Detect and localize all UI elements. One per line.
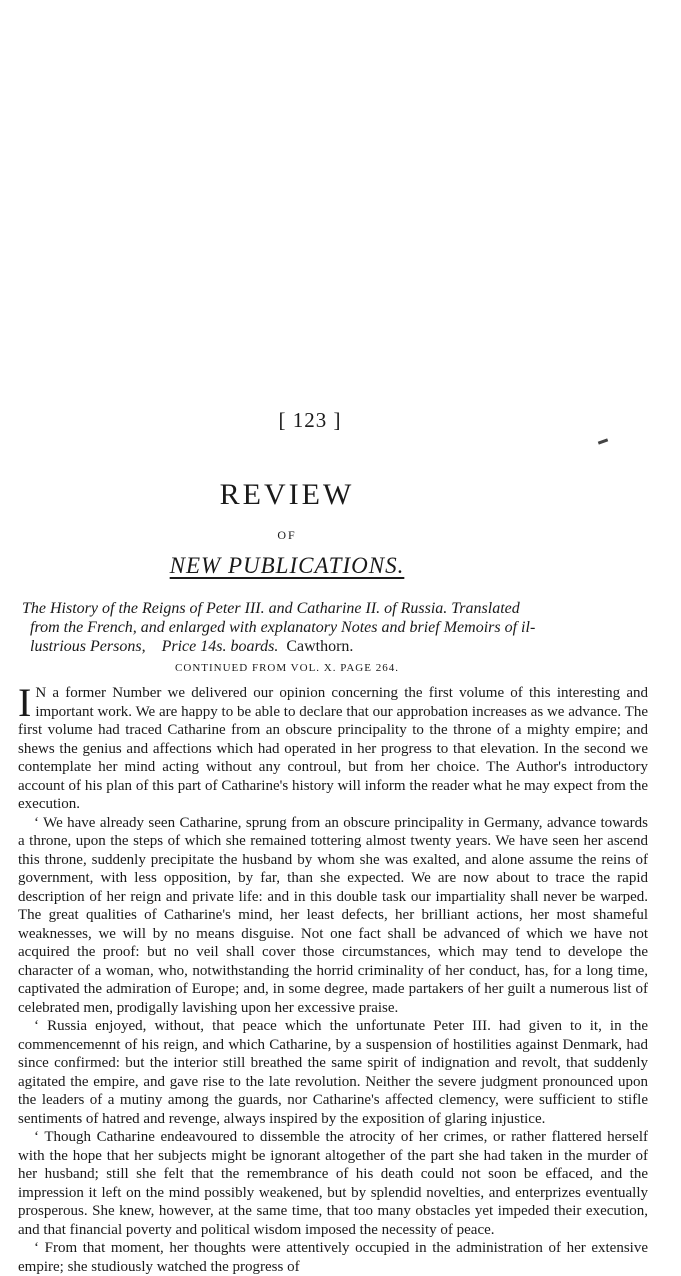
book-citation bbox=[22, 599, 662, 656]
page-title: REVIEW bbox=[219, 478, 355, 511]
ink-mark bbox=[598, 438, 608, 444]
section-subtitle: NEW PUBLICATIONS. bbox=[169, 553, 405, 578]
title-of: OF bbox=[277, 528, 297, 542]
book-persons: lustrious Persons, bbox=[30, 638, 146, 655]
page-number: [ 123 ] bbox=[278, 408, 342, 432]
book-price: Price 14s. boards. bbox=[161, 638, 279, 655]
book-publisher: Cawthorn. bbox=[286, 638, 354, 655]
article-body bbox=[18, 680, 648, 1276]
paragraph-1-text: N a former Number we delivered our opinion concerning the first volume of this interesting and important work. We are happy to be able to declare that our approbation increases as we advance. The first volume had traced Catharine from an obscure principality to the throne of a mighty empire; and shews the genius and affections which had operated in her progress to that elevation. In the second we contemplate her mind acting without any controul, but from her choice. The Author's introductory account of his plan of this part of Catharine's history will inform the reader what he may expect from the execution. bbox=[18, 685, 648, 812]
continued-note: CONTINUED FROM VOL. X. PAGE 264. bbox=[175, 662, 399, 674]
paragraph-4: ‘ Though Catharine endeavoured to dissemble the atrocity of her crimes, or rather flattered herself with the hope that her subjects might be ignorant altogether of the part she had taken in the murder of her husband; still she felt that the remembrance of his death could not soon be effaced, and the impression it left on the mind possibly weakened, but by splendid novelties, and enterprizes eventually prosperous. She knew, however, at the same time, that too many obstacles yet impeded their execution, and that financial poverty and political wisdom imposed the necessity of peace. bbox=[18, 1129, 648, 1238]
paragraph-2: ‘ We have already seen Catharine, sprung from an obscure principality in Germany, advance towards a throne, upon the steps of which she remained tottering almost twenty years. We have seen her ascend this throne, suddenly precipitate the husband by whom she was exalted, and alone assume the reins of government, with less opposition, by far, than she expected. We are now about to trace the rapid description of her reign and private life: and in this double task our impartiality shall never be warped. The great qualities of Catharine's mind, her least defects, her brilliant actions, her most shameful weaknesses, we will by no means disguise. Not one fact shall be advanced of which we have not acquired the proof: but no veil shall cover those circumstances, which may tend to develope the character of a woman, who, notwithstanding the horrid criminality of her conduct, has, for a long time, captivated the admiration of Europe; and, in some degree, made partakers of her guilt a numerous list of celebrated men, prodigally lavishing upon her excessive praise. bbox=[18, 814, 648, 1016]
book-title-line: The History of the Reigns of Peter III. and Catharine II. of Russia. Translated bbox=[22, 600, 520, 617]
paragraph-1 bbox=[18, 680, 648, 814]
paragraph-3: ‘ Russia enjoyed, without, that peace which the unfortunate Peter III. had given to it, in the commencemennt of his reign, and which Catharine, by a suspension of hostilities against Denmark, had since confirmed: but the interior still breathed the same spirit of indignation and revolt, that suddenly agitated the empire, and gave rise to the late revolution. Neither the severe judgment pronounced upon the leaders of a mutiny among the guards, nor Catharine's affected clemency, were sufficient to stifle sentiments of hatred and revenge, always inspired by the exposition of glaring injustice. bbox=[18, 1018, 648, 1127]
book-price-line bbox=[22, 637, 662, 656]
paragraph-5: ‘ From that moment, her thoughts were attentively occupied in the administration of her extensive empire; she studiously watched the progress of bbox=[18, 1240, 648, 1275]
book-subtitle-line: from the French, and enlarged with explanatory Notes and brief Memoirs of il- bbox=[30, 619, 536, 636]
drop-cap: I bbox=[18, 680, 32, 725]
